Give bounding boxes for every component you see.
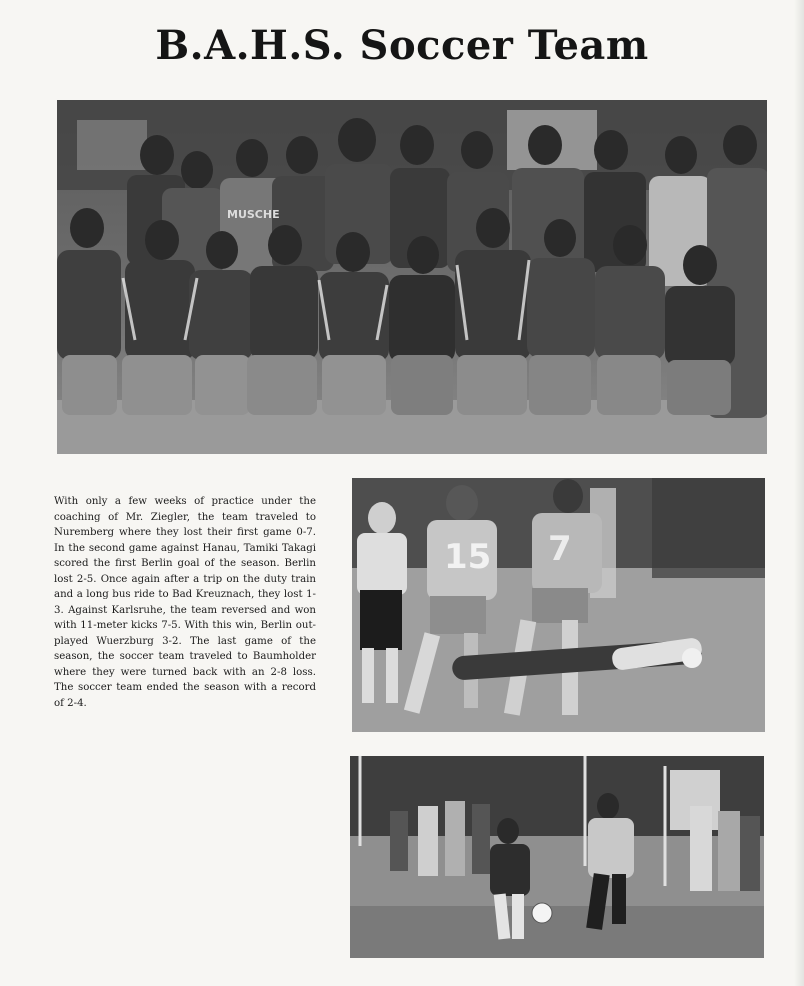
action-photo-2 <box>350 756 764 958</box>
action-photo-1 <box>352 478 765 732</box>
team-jersey-text: MUSCHE <box>227 208 280 221</box>
action-photo-1-image <box>352 478 765 732</box>
story-text: With only a few weeks of practice under the coaching of Mr. Ziegler, the team traveled to Nuremberg where they lost their first game 0-7. In the second game against Hanau, Tamiki Takagi scored the first Berlin goal of the season. Berlin lost 2-5. Once again after a trip on the duty train and a long bus ride to Bad Kreuznach, they lost 1-3. Against Karlsruhe, the team reversed and won with 11-meter kicks 7-5. With this win, Berlin out-played Wuerzburg 3-2. The last game of the season, the soccer team traveled to Baumholder where they were turned back with an 2-8 loss. The soccer team ended the season with a record of 2-4. <box>54 496 316 709</box>
page-edge-shadow <box>794 0 804 986</box>
team-photo-image <box>57 100 767 454</box>
jersey-number-7: 7 <box>548 529 572 569</box>
action-photo-2-image <box>350 756 764 958</box>
team-photo <box>57 100 767 454</box>
jersey-number-15: 15 <box>444 537 492 577</box>
page-title: B.A.H.S. Soccer Team <box>155 22 649 69</box>
